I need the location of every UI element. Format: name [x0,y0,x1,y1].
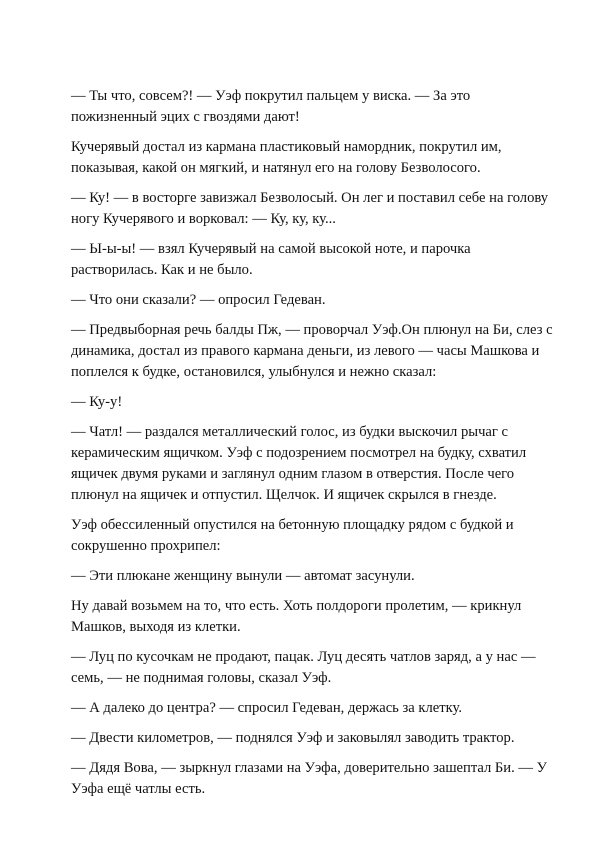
text-line: — Предвыборная речь балды Пж, — проворчал Уэф.Он плюнул на Би, слез с [71,322,553,338]
text-line: плюнул на ящичек и отпустил. Щелчок. И ящичек скрылся в гнезде. [71,487,497,503]
text-line: ногу Кучерявого и ворковал: — Ку, ку, ку... [71,211,336,227]
paragraph [71,290,541,311]
text-line: — Ы-ы-ы! — взял Кучерявый на самой высокой ноте, и парочка [71,241,471,257]
text-line: — Луц по кусочкам не продают, пацак. Луц десять чатлов заряд, а у нас — [71,649,536,665]
text-line: — А далеко до центра? — спросил Гедеван, держась за клетку. [71,700,462,716]
text-line: — Что они сказали? — опросил Гедеван. [71,292,326,308]
paragraph [71,422,541,506]
text-line: керамическим ящичком. Уэф с подозрением посмотрел на будку, схватил [71,445,527,461]
text-line: Машков, выходя из клетки. [71,619,241,635]
paragraph [71,758,547,800]
paragraph [71,596,541,638]
paragraph [71,515,541,557]
paragraph [71,698,541,719]
text-line: — Ты что, совсем?! — Уэф покрутил пальцем у виска. — За это [71,88,471,104]
paragraph [71,188,549,230]
paragraph [71,320,553,383]
text-line: показывая, какой он мягкий, и натянул его на голову Безволосого. [71,160,481,176]
text-line: — Ку! — в восторге завизжал Безволосый. Он лег и поставил себе на голову [71,190,549,206]
paragraph [71,728,541,749]
text-line: семь, — не поднимая головы, сказал Уэф. [71,670,332,686]
text-line: ящичек двумя руками и заглянул одним глазом в отверстия. После чего [71,466,515,482]
paragraph [71,566,541,587]
text-line: пожизненный эцих с гвоздями дают! [71,109,300,125]
body-text [71,86,553,809]
text-line: — Эти плюкане женщину вынули — автомат засунули. [71,568,415,584]
paragraph [71,86,541,128]
text-line: — Ку-у! [71,394,123,410]
text-line: динамика, достал из правого кармана деньги, из левого — часы Машкова и [71,343,540,359]
paragraph [71,392,541,413]
text-line: — Дядя Вова, — зыркнул глазами на Уэфа, доверительно зашептал Би. — У [71,760,547,776]
text-line: — Двести километров, — поднялся Уэф и заковылял заводить трактор. [71,730,515,746]
text-line: Уэф обессиленный опустился на бетонную площадку рядом с будкой и [71,517,514,533]
text-line: Ну давай возьмем на то, что есть. Хоть полдороги пролетим, — крикнул [71,598,522,614]
text-line: Кучерявый достал из кармана пластиковый намордник, покрутил им, [71,139,502,155]
text-line: поплелся к будке, остановился, улыбнулся и нежно сказал: [71,364,437,380]
text-line: Уэфа ещё чатлы есть. [71,781,206,797]
paragraph [71,239,541,281]
paragraph [71,647,541,689]
text-line: — Чатл! — раздался металлический голос, из будки выскочил рычаг с [71,424,509,440]
paragraph [71,137,541,179]
text-line: растворилась. Как и не было. [71,262,253,278]
text-line: сокрушенно прохрипел: [71,538,221,554]
